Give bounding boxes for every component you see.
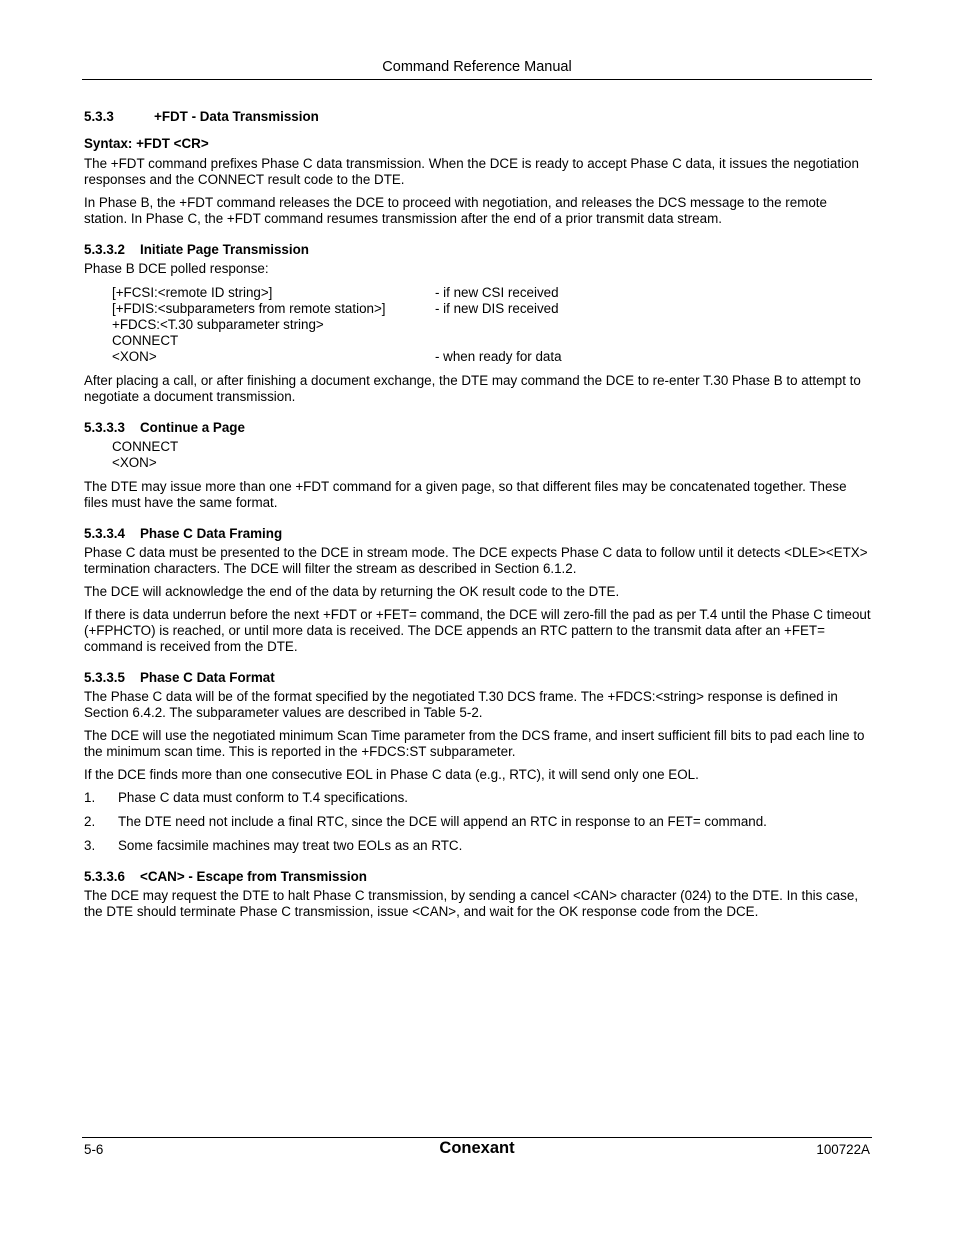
paragraph: The DCE may request the DTE to halt Phase C transmission, by sending a cancel <CAN> character (024) to the DTE. In this case, the DTE should terminate Phase C transmission, issue <CAN>, and wait for the OK response code from the DCE.	[84, 888, 859, 919]
paragraph: The DTE may issue more than one +FDT command for a given page, so that different files may be concatenated together. These files must have the same format.	[84, 479, 847, 510]
subsection-title: Phase C Data Format	[140, 670, 275, 685]
response-row	[112, 317, 872, 333]
subsection-title: <CAN> - Escape from Transmission	[140, 869, 367, 884]
response-block	[112, 439, 872, 471]
subsection-heading	[84, 670, 872, 686]
paragraph: The Phase C data will be of the format specified by the negotiated T.30 DCS frame. The +FDCS:<string> response is defined in Section 6.4.2. The subparameter values are described in Table 5-2.	[84, 689, 838, 720]
response-code: [+FDIS:<subparameters from remote station>]	[112, 301, 386, 316]
subsection-heading	[84, 869, 872, 885]
list-number: 1.	[84, 790, 96, 805]
page-content	[84, 109, 872, 927]
response-row	[112, 301, 872, 317]
brand-name: Conexant	[439, 1139, 515, 1157]
paragraph: After placing a call, or after finishing a document exchange, the DTE may command the DCE to re-enter T.30 Phase B to attempt to negotiate a document transmission.	[84, 373, 861, 404]
list-item	[84, 814, 872, 830]
response-code: [+FCSI:<remote ID string>]	[112, 285, 273, 300]
subsection-heading	[84, 242, 872, 258]
section-number: 5.3.3	[84, 109, 114, 124]
subsection-number: 5.3.3.2	[84, 242, 125, 257]
section-title: +FDT - Data Transmission	[154, 109, 319, 124]
paragraph: If the DCE finds more than one consecutive EOL in Phase C data (e.g., RTC), it will send only one EOL.	[84, 767, 699, 782]
response-code: +FDCS:<T.30 subparameter string>	[112, 317, 324, 332]
paragraph: Phase C data must be presented to the DCE in stream mode. The DCE expects Phase C data to follow until it detects <DLE><ETX> termination characters. The DCE will filter the stream as described in Section 6.1.2.	[84, 545, 868, 576]
paragraph: The +FDT command prefixes Phase C data transmission. When the DCE is ready to accept Phase C data, it issues the negotiation responses and the CONNECT result code to the DTE.	[84, 156, 859, 187]
subsection-number: 5.3.3.3	[84, 420, 125, 435]
list-number: 3.	[84, 838, 96, 853]
response-note: - if new DIS received	[435, 301, 559, 316]
paragraph: The DCE will acknowledge the end of the data by returning the OK result code to the DTE.	[84, 584, 620, 599]
paragraph: Phase B DCE polled response:	[84, 261, 269, 276]
section-heading	[84, 109, 872, 125]
page-number: 5-6	[84, 1142, 104, 1157]
header-rule	[82, 79, 872, 80]
subsection-heading	[84, 420, 872, 436]
subsection-title: Initiate Page Transmission	[140, 242, 309, 257]
response-row	[112, 285, 872, 301]
running-header: Command Reference Manual	[382, 59, 572, 75]
response-note: - when ready for data	[435, 349, 562, 364]
list-item	[84, 790, 872, 806]
response-code: CONNECT	[112, 439, 179, 454]
subsection-number: 5.3.3.6	[84, 869, 125, 884]
paragraph: If there is data underrun before the next +FDT or +FET= command, the DCE will zero-fill the pad as per T.4 until the Phase C timeout (+FPHCTO) is reached, or until more data is received. The DCE appends an RTC pattern to the transmit data after an +FET= command is received from the DTE.	[84, 607, 871, 654]
subsection-heading	[84, 526, 872, 542]
syntax-line: Syntax: +FDT <CR>	[84, 136, 209, 151]
paragraph: In Phase B, the +FDT command releases the DCE to proceed with negotiation, and releases the DCS message to the remote station. In Phase C, the +FDT command resumes transmission after the end of a prior transmit data stream.	[84, 195, 827, 226]
subsection-number: 5.3.3.4	[84, 526, 125, 541]
response-row	[112, 333, 872, 349]
list-text: The DTE need not include a final RTC, since the DCE will append an RTC in response to an FET= command.	[118, 814, 767, 829]
response-row	[112, 349, 872, 365]
response-code: <XON>	[112, 455, 157, 470]
response-block	[112, 285, 872, 365]
list-number: 2.	[84, 814, 96, 829]
paragraph: The DCE will use the negotiated minimum Scan Time parameter from the DCS frame, and insert sufficient fill bits to pad each line to the minimum scan time. This is reported in the +FDCS:ST subparameter.	[84, 728, 865, 759]
subsection-title: Continue a Page	[140, 420, 245, 435]
response-code: <XON>	[112, 349, 157, 364]
footer-rule	[82, 1137, 872, 1138]
numbered-list	[84, 790, 872, 854]
document-number: 100722A	[816, 1142, 870, 1157]
response-code: CONNECT	[112, 333, 179, 348]
list-text: Some facsimile machines may treat two EOLs as an RTC.	[118, 838, 463, 853]
subsection-number: 5.3.3.5	[84, 670, 125, 685]
subsection-title: Phase C Data Framing	[140, 526, 283, 541]
list-text: Phase C data must conform to T.4 specifications.	[118, 790, 409, 805]
response-note: - if new CSI received	[435, 285, 559, 300]
list-item	[84, 838, 872, 854]
